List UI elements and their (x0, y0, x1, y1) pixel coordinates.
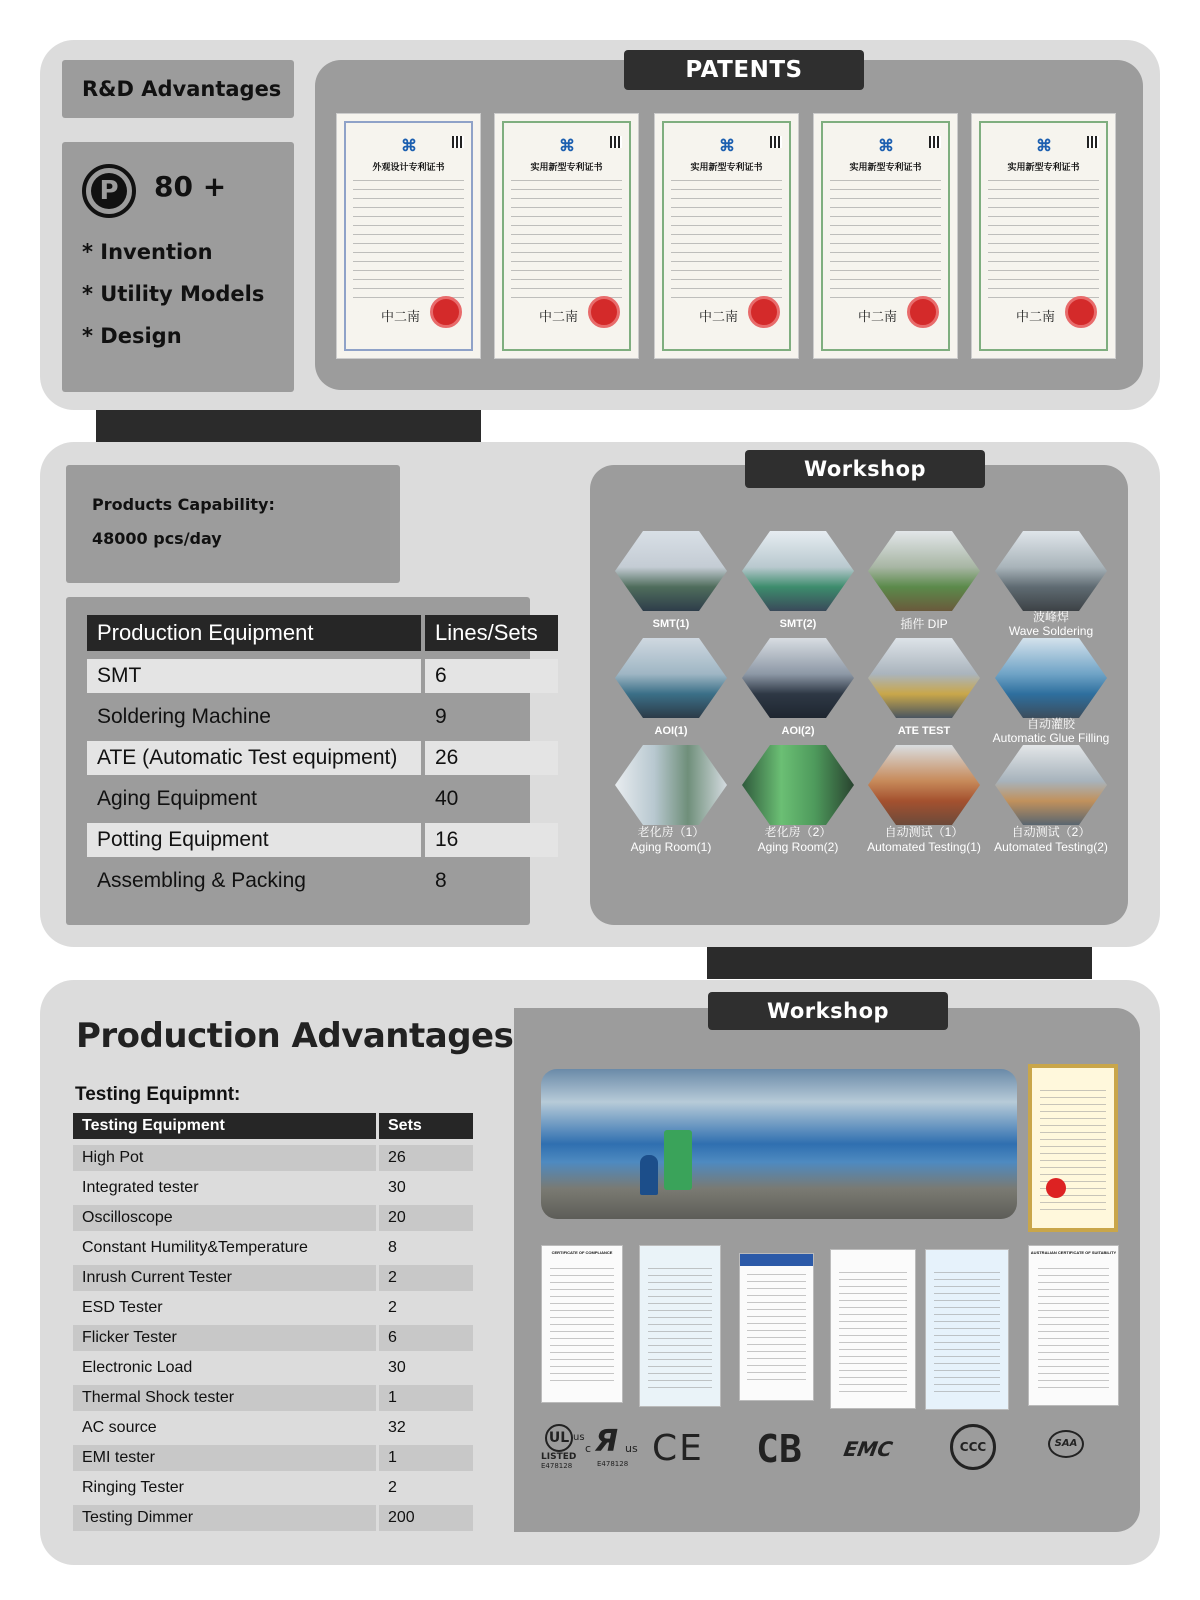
certificate-ce[interactable] (639, 1245, 721, 1407)
seal-icon (1065, 296, 1097, 328)
workshop-caption-cn: 老化房（1） (637, 825, 705, 839)
capability-label: Products Capability: (92, 495, 275, 514)
equipment-header-count: Lines/Sets (425, 615, 558, 651)
testing-row-name: ESD Tester (82, 1299, 163, 1316)
seal-icon (430, 296, 462, 328)
emc-mark-icon: EMC (839, 1437, 897, 1461)
ul-listed-icon: UL us LISTED E478128 (541, 1424, 601, 1474)
equipment-row-count: 26 (425, 741, 558, 775)
seal-icon (748, 296, 780, 328)
testing-header-count: Sets (379, 1113, 473, 1139)
testing-row-name: Ringing Tester (82, 1479, 184, 1496)
workshop-lab-person (640, 1155, 658, 1195)
workshop-caption: Wave Soldering (1008, 624, 1094, 638)
testing-row-count: 32 (388, 1419, 406, 1436)
testing-row-count: 1 (379, 1445, 473, 1471)
testing-row-name: Testing Dimmer (73, 1505, 376, 1531)
divider-bar-2 (707, 947, 1092, 979)
equipment-row-name: Aging Equipment (97, 787, 257, 810)
workshop-caption: SMT(1) (652, 618, 690, 630)
rd-item-design: * Design (82, 324, 182, 348)
divider-bar-1 (96, 410, 481, 442)
equipment-row-count: 8 (435, 869, 447, 892)
workshop-caption: Automated Testing(1) (867, 840, 981, 854)
testing-row-count: 2 (388, 1299, 397, 1316)
equipment-row-name: SMT (87, 659, 421, 693)
equipment-row-name: Soldering Machine (97, 705, 271, 728)
certificate-test-report[interactable] (739, 1253, 814, 1401)
testing-row-count: 26 (379, 1145, 473, 1171)
equipment-row-name: ATE (Automatic Test equipment) (87, 741, 421, 775)
testing-row-name: Electronic Load (82, 1359, 193, 1376)
workshop-caption-cn: 自动测试（2） (1011, 825, 1091, 839)
seal-icon (907, 296, 939, 328)
workshop-caption-cn: 自动灌胶 (1026, 717, 1075, 731)
seal-icon (588, 296, 620, 328)
workshop-title-1: Workshop (745, 450, 985, 488)
testing-row-count: 30 (388, 1359, 406, 1376)
equipment-row-count: 16 (425, 823, 558, 857)
certificate-ccc[interactable] (925, 1249, 1009, 1410)
testing-row-count: 20 (379, 1205, 473, 1231)
testing-row-name: Flicker Tester (73, 1325, 376, 1351)
workshop-lab-photo[interactable] (541, 1069, 1017, 1219)
testing-label: Testing Equipmnt: (75, 1084, 241, 1105)
equipment-row-count: 6 (425, 659, 558, 693)
workshop-caption: Aging Room(2) (757, 840, 839, 854)
iso-certificate[interactable] (1028, 1064, 1118, 1232)
workshop-caption: 插件 DIP (900, 617, 948, 631)
equipment-row-name: Potting Equipment (87, 823, 421, 857)
workshop-caption: Automatic Glue Filling (992, 731, 1110, 745)
certificate-saa[interactable]: AUSTRALIAN CERTIFICATE OF SUITABILITY (1028, 1245, 1119, 1406)
testing-row-name: AC source (82, 1419, 157, 1436)
rd-item-utility-models: * Utility Models (82, 282, 265, 306)
testing-row-name: Oscilloscope (73, 1205, 376, 1231)
patent-certificate-4[interactable]: ⌘ 实用新型专利证书 中二南 (813, 113, 958, 359)
workshop-caption: Aging Room(1) (630, 840, 712, 854)
testing-row-name: Thermal Shock tester (73, 1385, 376, 1411)
rd-item-invention: * Invention (82, 240, 213, 264)
testing-row-count: 2 (379, 1265, 473, 1291)
workshop-caption: ATE TEST (897, 725, 951, 737)
testing-row-count: 6 (379, 1325, 473, 1351)
certificate-emc[interactable] (830, 1249, 916, 1409)
workshop-caption: SMT(2) (779, 618, 817, 630)
patent-certificate-3[interactable]: ⌘ 实用新型专利证书 中二南 (654, 113, 799, 359)
equipment-row-count: 9 (435, 705, 447, 728)
workshop-caption: AOI(1) (654, 725, 688, 737)
capability-value: 48000 pcs/day (92, 529, 222, 548)
testing-row-count: 200 (379, 1505, 473, 1531)
workshop-caption-cn: 波峰焊 (1032, 610, 1069, 624)
rd-summary-box (62, 142, 294, 392)
patent-icon: P (82, 164, 136, 218)
patent-certificate-5[interactable]: ⌘ 实用新型专利证书 中二南 (971, 113, 1116, 359)
ur-recognized-icon: c Я us E478128 (585, 1424, 638, 1468)
testing-row-name: Constant Humility&Temperature (82, 1239, 308, 1256)
certificate-coc[interactable]: CERTIFICATE OF COMPLIANCE (541, 1245, 623, 1403)
rd-title: R&D Advantages (62, 60, 294, 118)
workshop-caption-cn: 老化房（2） (764, 825, 832, 839)
workshop-title-2: Workshop (708, 992, 948, 1030)
equipment-row-name: Assembling & Packing (97, 869, 306, 892)
workshop-caption: AOI(2) (781, 725, 815, 737)
ccc-mark-icon: CCC (950, 1424, 1000, 1474)
testing-header-name: Testing Equipment (73, 1113, 376, 1139)
ce-mark-icon: CE (652, 1428, 704, 1469)
testing-row-count: 2 (388, 1479, 397, 1496)
testing-row-name: High Pot (73, 1145, 376, 1171)
testing-row-name: Integrated tester (82, 1179, 199, 1196)
patent-certificate-2[interactable]: ⌘ 实用新型专利证书 中二南 (494, 113, 639, 359)
patent-count: 80 + (154, 170, 227, 203)
workshop-caption: Automated Testing(2) (994, 840, 1108, 854)
equipment-row-count: 40 (435, 787, 459, 810)
workshop-caption-cn: 自动测试（1） (884, 825, 964, 839)
patent-certificate-1[interactable]: ⌘ 外观设计专利证书 中二南 (336, 113, 481, 359)
testing-row-count: 30 (388, 1179, 406, 1196)
production-title: Production Advantages (76, 1016, 514, 1056)
testing-row-name: EMI tester (73, 1445, 376, 1471)
saa-mark-icon: SAA (1048, 1424, 1088, 1474)
workshop-lab-machine (664, 1130, 692, 1190)
testing-row-count: 8 (388, 1239, 397, 1256)
cb-mark-icon: CB (756, 1427, 802, 1471)
testing-row-name: Inrush Current Tester (73, 1265, 376, 1291)
testing-row-count: 1 (379, 1385, 473, 1411)
equipment-header-name: Production Equipment (87, 615, 421, 651)
capability-box (66, 465, 400, 583)
patents-title: PATENTS (624, 50, 864, 90)
